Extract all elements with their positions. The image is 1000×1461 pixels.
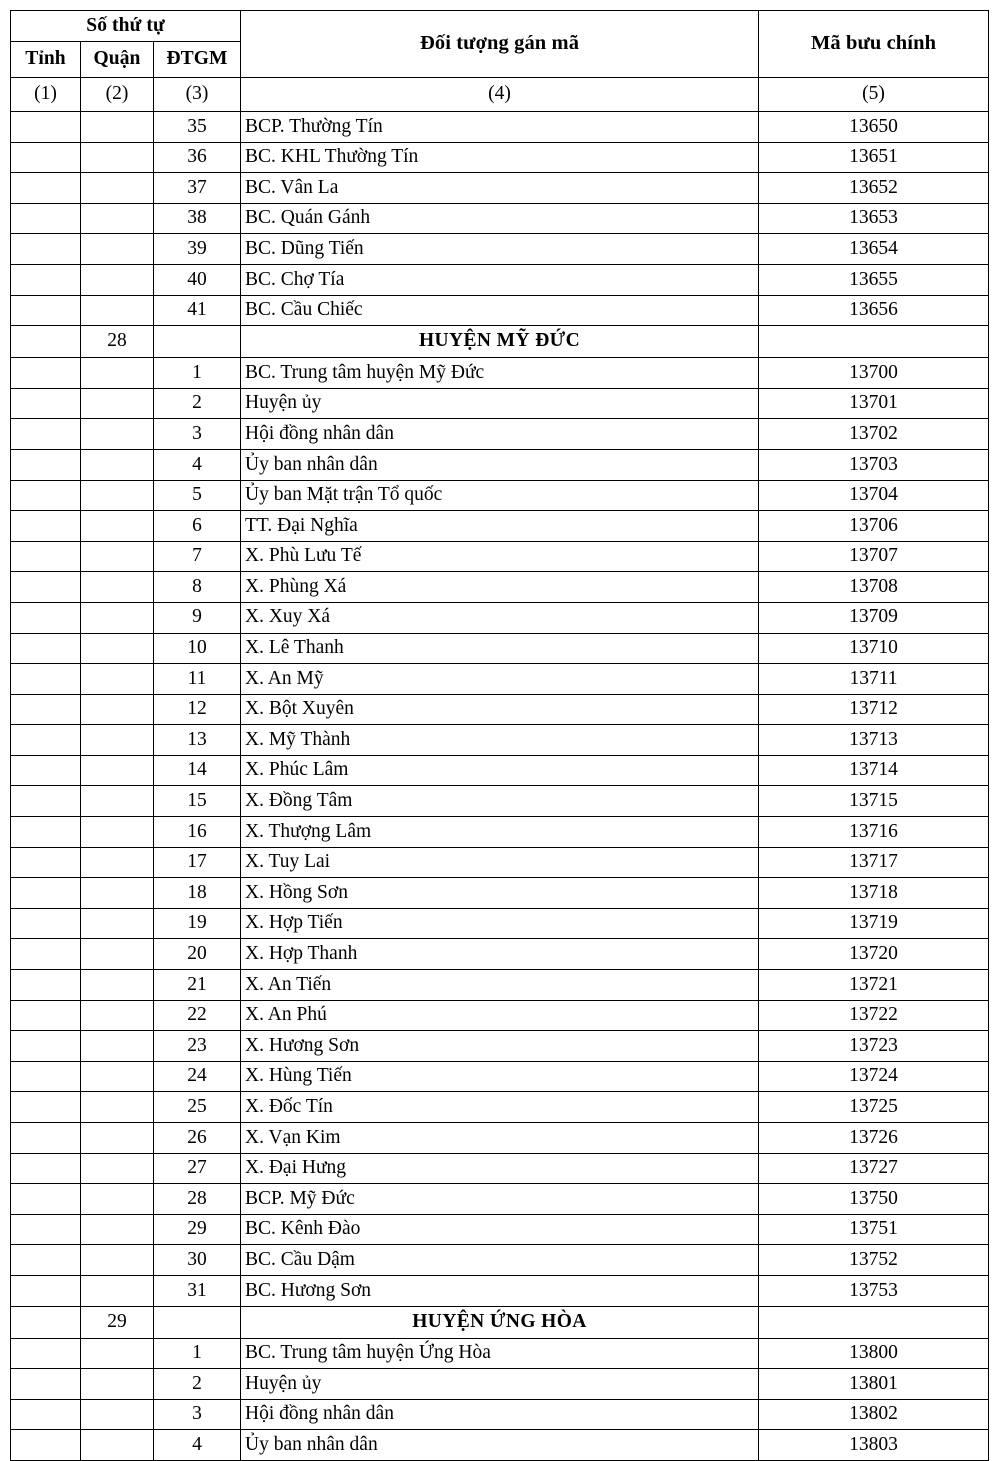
cell-doi-tuong: X. Vạn Kim [241,1123,759,1154]
cell-dtgm: 20 [154,939,241,970]
cell-quan [81,173,154,204]
cell-dtgm: 6 [154,511,241,542]
cell-quan [81,234,154,265]
cell-tinh [11,1369,81,1400]
table-row [11,449,989,480]
cell-dtgm: 5 [154,480,241,511]
table-row [11,970,989,1001]
cell-tinh [11,878,81,909]
cell-quan [81,1000,154,1031]
cell-tinh [11,1306,81,1338]
cell-doi-tuong: X. Thượng Lâm [241,817,759,848]
cell-doi-tuong: BC. KHL Thường Tín [241,142,759,173]
cell-doi-tuong: BCP. Mỹ Đức [241,1184,759,1215]
cell-quan [81,602,154,633]
cell-doi-tuong: Huyện ủy [241,1369,759,1400]
table-row [11,480,989,511]
cell-doi-tuong: BC. Chợ Tía [241,264,759,295]
cell-doi-tuong: X. Phù Lưu Tế [241,541,759,572]
table-row [11,939,989,970]
cell-ma-buu-chinh: 13801 [759,1369,989,1400]
table-row [11,1061,989,1092]
cell-ma-buu-chinh: 13652 [759,173,989,204]
cell-ma-buu-chinh: 13753 [759,1275,989,1306]
cell-doi-tuong: BCP. Thường Tín [241,112,759,143]
cell-quan: 28 [81,326,154,358]
cell-ma-buu-chinh: 13650 [759,112,989,143]
table-row [11,572,989,603]
table-row [11,388,989,419]
cell-ma-buu-chinh: 13800 [759,1338,989,1369]
cell-tinh [11,602,81,633]
table-row [11,694,989,725]
cell-tinh [11,1430,81,1461]
cell-quan [81,295,154,326]
cell-quan [81,908,154,939]
table-row [11,1092,989,1123]
cell-tinh [11,326,81,358]
cell-doi-tuong: X. Đồng Tâm [241,786,759,817]
cell-dtgm: 41 [154,295,241,326]
cell-tinh [11,633,81,664]
cell-quan [81,419,154,450]
cell-doi-tuong: BC. Trung tâm huyện Mỹ Đức [241,358,759,389]
cell-doi-tuong: X. Phúc Lâm [241,755,759,786]
cell-ma-buu-chinh: 13711 [759,664,989,695]
cell-ma-buu-chinh: 13656 [759,295,989,326]
cell-ma-buu-chinh: 13708 [759,572,989,603]
table-row [11,1430,989,1461]
numbering-5: (5) [759,78,989,112]
cell-doi-tuong: BC. Cầu Chiếc [241,295,759,326]
table-row [11,817,989,848]
cell-dtgm: 18 [154,878,241,909]
cell-doi-tuong: Hội đồng nhân dân [241,1399,759,1430]
cell-tinh [11,358,81,389]
cell-ma-buu-chinh: 13715 [759,786,989,817]
cell-tinh [11,173,81,204]
cell-quan [81,847,154,878]
cell-dtgm: 3 [154,1399,241,1430]
cell-dtgm: 12 [154,694,241,725]
cell-ma-buu-chinh: 13651 [759,142,989,173]
cell-quan [81,664,154,695]
cell-ma-buu-chinh: 13712 [759,694,989,725]
cell-dtgm: 14 [154,755,241,786]
table-row [11,755,989,786]
cell-tinh [11,480,81,511]
cell-doi-tuong: X. Phùng Xá [241,572,759,603]
numbering-1: (1) [11,78,81,112]
cell-tinh [11,664,81,695]
cell-dtgm: 31 [154,1275,241,1306]
cell-ma-buu-chinh: 13703 [759,449,989,480]
cell-ma-buu-chinh: 13802 [759,1399,989,1430]
cell-doi-tuong: X. An Tiến [241,970,759,1001]
cell-quan [81,939,154,970]
cell-tinh [11,112,81,143]
cell-tinh [11,388,81,419]
cell-tinh [11,1214,81,1245]
cell-dtgm: 13 [154,725,241,756]
cell-quan [81,1399,154,1430]
cell-ma-buu-chinh: 13751 [759,1214,989,1245]
table-row [11,173,989,204]
cell-quan [81,755,154,786]
cell-doi-tuong: BC. Kênh Đào [241,1214,759,1245]
cell-ma-buu-chinh: 13725 [759,1092,989,1123]
table-row [11,541,989,572]
cell-dtgm: 30 [154,1245,241,1276]
cell-quan [81,449,154,480]
table-row [11,112,989,143]
cell-ma-buu-chinh: 13709 [759,602,989,633]
cell-dtgm: 24 [154,1061,241,1092]
cell-tinh [11,203,81,234]
cell-tinh [11,1061,81,1092]
cell-ma-buu-chinh: 13700 [759,358,989,389]
cell-dtgm: 36 [154,142,241,173]
cell-tinh [11,572,81,603]
cell-dtgm: 7 [154,541,241,572]
cell-tinh [11,725,81,756]
cell-quan [81,203,154,234]
cell-doi-tuong: Ủy ban Mặt trận Tổ quốc [241,480,759,511]
numbering-2: (2) [81,78,154,112]
cell-quan [81,1031,154,1062]
cell-doi-tuong: BC. Trung tâm huyện Ứng Hòa [241,1338,759,1369]
cell-dtgm: 8 [154,572,241,603]
cell-dtgm: 16 [154,817,241,848]
cell-quan [81,264,154,295]
header-tinh: Tỉnh [11,42,81,78]
cell-quan [81,1214,154,1245]
table-row [11,264,989,295]
cell-dtgm: 2 [154,388,241,419]
table-section-row [11,326,989,358]
cell-quan [81,1061,154,1092]
cell-doi-tuong: BC. Dũng Tiến [241,234,759,265]
cell-ma-buu-chinh: 13706 [759,511,989,542]
cell-dtgm: 38 [154,203,241,234]
cell-ma-buu-chinh: 13721 [759,970,989,1001]
cell-dtgm: 4 [154,1430,241,1461]
cell-doi-tuong: BC. Quán Gánh [241,203,759,234]
cell-doi-tuong: X. Hương Sơn [241,1031,759,1062]
cell-ma-buu-chinh: 13707 [759,541,989,572]
cell-ma-buu-chinh: 13704 [759,480,989,511]
cell-quan [81,388,154,419]
cell-dtgm: 40 [154,264,241,295]
cell-ma-buu-chinh: 13723 [759,1031,989,1062]
cell-section-title: HUYỆN ỨNG HÒA [241,1306,759,1338]
cell-quan [81,970,154,1001]
cell-quan [81,633,154,664]
table-row [11,878,989,909]
cell-doi-tuong: X. Mỹ Thành [241,725,759,756]
header-ma-buu-chinh: Mã bưu chính [759,11,989,78]
cell-quan [81,817,154,848]
cell-tinh [11,694,81,725]
cell-doi-tuong: X. Xuy Xá [241,602,759,633]
cell-dtgm: 2 [154,1369,241,1400]
cell-doi-tuong: X. An Phú [241,1000,759,1031]
cell-quan [81,480,154,511]
table-row [11,1338,989,1369]
cell-ma-buu-chinh: 13724 [759,1061,989,1092]
cell-doi-tuong: Ủy ban nhân dân [241,1430,759,1461]
numbering-4: (4) [241,78,759,112]
cell-quan [81,1338,154,1369]
cell-tinh [11,817,81,848]
cell-dtgm [154,1306,241,1338]
cell-quan [81,1153,154,1184]
cell-dtgm: 35 [154,112,241,143]
cell-tinh [11,1338,81,1369]
cell-tinh [11,142,81,173]
table-row [11,664,989,695]
cell-ma-buu-chinh [759,1306,989,1338]
cell-dtgm: 27 [154,1153,241,1184]
cell-doi-tuong: X. Đại Hưng [241,1153,759,1184]
cell-section-title: HUYỆN MỸ ĐỨC [241,326,759,358]
table-row [11,295,989,326]
cell-doi-tuong: X. Hồng Sơn [241,878,759,909]
cell-tinh [11,755,81,786]
cell-doi-tuong: Ủy ban nhân dân [241,449,759,480]
table-row [11,511,989,542]
cell-dtgm: 22 [154,1000,241,1031]
table-row [11,419,989,450]
cell-quan [81,511,154,542]
cell-tinh [11,1000,81,1031]
cell-ma-buu-chinh: 13714 [759,755,989,786]
cell-doi-tuong: X. Hợp Thanh [241,939,759,970]
header-row-group [11,11,989,42]
cell-quan [81,572,154,603]
cell-ma-buu-chinh: 13701 [759,388,989,419]
cell-tinh [11,970,81,1001]
cell-tinh [11,908,81,939]
table-row [11,1153,989,1184]
table-row [11,1000,989,1031]
cell-quan [81,725,154,756]
cell-dtgm: 1 [154,358,241,389]
table-row [11,1184,989,1215]
table-row [11,234,989,265]
cell-ma-buu-chinh: 13716 [759,817,989,848]
table-row [11,725,989,756]
cell-ma-buu-chinh: 13727 [759,1153,989,1184]
cell-quan: 29 [81,1306,154,1338]
cell-dtgm: 10 [154,633,241,664]
cell-doi-tuong: X. Đốc Tín [241,1092,759,1123]
cell-doi-tuong: Hội đồng nhân dân [241,419,759,450]
cell-quan [81,541,154,572]
cell-ma-buu-chinh: 13653 [759,203,989,234]
cell-doi-tuong: Huyện ủy [241,388,759,419]
cell-tinh [11,264,81,295]
cell-ma-buu-chinh: 13655 [759,264,989,295]
cell-dtgm: 3 [154,419,241,450]
cell-dtgm: 19 [154,908,241,939]
cell-tinh [11,1153,81,1184]
cell-tinh [11,1092,81,1123]
table-header [11,11,989,112]
cell-dtgm: 9 [154,602,241,633]
cell-doi-tuong: X. Bột Xuyên [241,694,759,725]
cell-dtgm: 37 [154,173,241,204]
cell-tinh [11,511,81,542]
table-row [11,1399,989,1430]
table-row [11,847,989,878]
cell-doi-tuong: BC. Hương Sơn [241,1275,759,1306]
cell-quan [81,1123,154,1154]
cell-tinh [11,1123,81,1154]
table-row [11,908,989,939]
cell-ma-buu-chinh: 13720 [759,939,989,970]
cell-tinh [11,786,81,817]
cell-quan [81,878,154,909]
cell-quan [81,1369,154,1400]
cell-ma-buu-chinh: 13717 [759,847,989,878]
cell-tinh [11,939,81,970]
cell-dtgm: 29 [154,1214,241,1245]
cell-ma-buu-chinh: 13726 [759,1123,989,1154]
cell-doi-tuong: TT. Đại Nghĩa [241,511,759,542]
cell-ma-buu-chinh: 13702 [759,419,989,450]
header-doi-tuong-gan-ma: Đối tượng gán mã [241,11,759,78]
cell-dtgm: 28 [154,1184,241,1215]
cell-quan [81,112,154,143]
cell-dtgm [154,326,241,358]
cell-quan [81,1430,154,1461]
numbering-3: (3) [154,78,241,112]
table-row [11,1031,989,1062]
cell-quan [81,142,154,173]
cell-quan [81,358,154,389]
cell-ma-buu-chinh: 13718 [759,878,989,909]
cell-doi-tuong: X. An Mỹ [241,664,759,695]
table-row [11,203,989,234]
header-so-thu-tu: Số thứ tự [11,11,241,42]
cell-dtgm: 21 [154,970,241,1001]
cell-ma-buu-chinh: 13654 [759,234,989,265]
table-row [11,1123,989,1154]
cell-dtgm: 25 [154,1092,241,1123]
cell-doi-tuong: X. Tuy Lai [241,847,759,878]
table-body [11,112,989,1461]
cell-dtgm: 23 [154,1031,241,1062]
cell-tinh [11,541,81,572]
table-row [11,633,989,664]
cell-dtgm: 26 [154,1123,241,1154]
cell-ma-buu-chinh [759,326,989,358]
cell-quan [81,1275,154,1306]
header-quan: Quận [81,42,154,78]
cell-dtgm: 17 [154,847,241,878]
cell-quan [81,1092,154,1123]
table-row [11,1245,989,1276]
cell-dtgm: 11 [154,664,241,695]
cell-ma-buu-chinh: 13713 [759,725,989,756]
cell-tinh [11,1245,81,1276]
table-row [11,786,989,817]
cell-tinh [11,1031,81,1062]
cell-ma-buu-chinh: 13719 [759,908,989,939]
table-row [11,142,989,173]
cell-doi-tuong: X. Hợp Tiến [241,908,759,939]
table-row [11,358,989,389]
table-row [11,1214,989,1245]
cell-tinh [11,1275,81,1306]
cell-doi-tuong: BC. Vân La [241,173,759,204]
table-row [11,1275,989,1306]
cell-dtgm: 4 [154,449,241,480]
cell-quan [81,786,154,817]
cell-quan [81,1245,154,1276]
cell-quan [81,1184,154,1215]
cell-tinh [11,234,81,265]
postal-code-table [10,10,989,1461]
cell-ma-buu-chinh: 13803 [759,1430,989,1461]
cell-tinh [11,1399,81,1430]
table-row [11,602,989,633]
cell-ma-buu-chinh: 13752 [759,1245,989,1276]
cell-dtgm: 1 [154,1338,241,1369]
cell-quan [81,694,154,725]
cell-dtgm: 15 [154,786,241,817]
header-row-numbering [11,78,989,112]
cell-dtgm: 39 [154,234,241,265]
cell-doi-tuong: X. Hùng Tiến [241,1061,759,1092]
cell-doi-tuong: X. Lê Thanh [241,633,759,664]
table-row [11,1369,989,1400]
cell-tinh [11,1184,81,1215]
cell-tinh [11,449,81,480]
cell-tinh [11,847,81,878]
cell-doi-tuong: BC. Cầu Dậm [241,1245,759,1276]
cell-tinh [11,295,81,326]
cell-ma-buu-chinh: 13710 [759,633,989,664]
cell-tinh [11,419,81,450]
table-section-row [11,1306,989,1338]
header-dtgm: ĐTGM [154,42,241,78]
cell-ma-buu-chinh: 13722 [759,1000,989,1031]
cell-ma-buu-chinh: 13750 [759,1184,989,1215]
